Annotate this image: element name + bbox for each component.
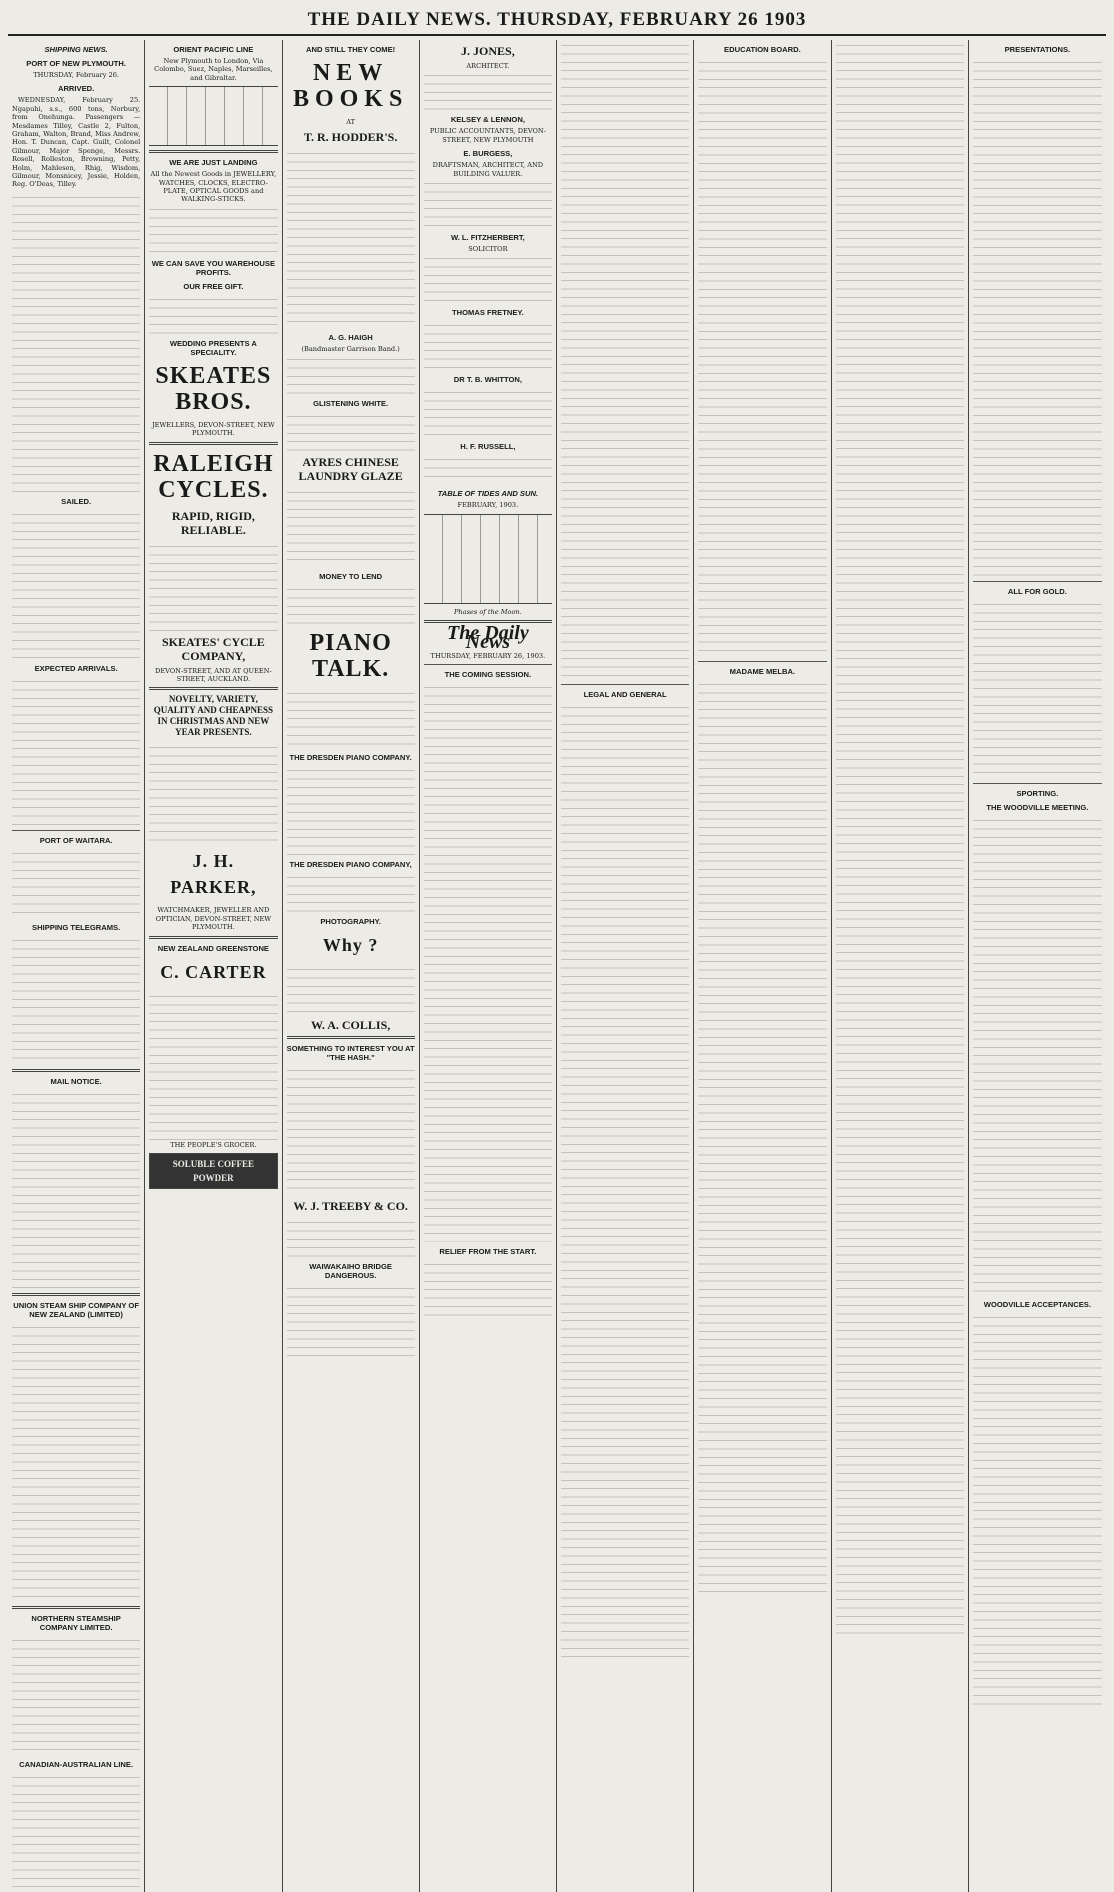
ad-title: C. CARTER [160, 961, 267, 982]
text-body [287, 1217, 415, 1257]
text-body [12, 676, 140, 826]
text-body [287, 1283, 415, 1363]
subheading: MAIL NOTICE. [50, 1076, 102, 1086]
text-body [12, 1322, 140, 1602]
ad-title: W. J. TREEBY & CO. [293, 1198, 408, 1213]
section-heading: EDUCATION BOARD. [724, 45, 801, 54]
ad-text: DRAFTSMAN, ARCHITECT, AND BUILDING VALUER. [432, 161, 544, 178]
text-body [973, 815, 1102, 1295]
ad-heading: GLISTENING WHITE. [313, 398, 389, 408]
subheading: WOODVILLE ACCEPTANCES. [983, 1300, 1091, 1309]
ad-heading: ORIENT PACIFIC LINE [173, 45, 254, 54]
column-shipping [8, 40, 145, 1892]
column-news [557, 40, 694, 1892]
section-heading: SPORTING. [1016, 789, 1059, 798]
text-body [287, 1065, 415, 1195]
subheading: RELIEF FROM THE START. [439, 1247, 537, 1257]
table-subtitle: FEBRUARY, 1903. [457, 501, 519, 510]
text-body [12, 509, 140, 659]
text-body [561, 40, 689, 680]
ad-heading: THE DRESDEN PIANO COMPANY. [289, 752, 412, 762]
ad-text: RAPID, RIGID, RELIABLE. [171, 508, 255, 537]
ad-title: SKEATES BROS. [155, 362, 272, 415]
text-body [424, 387, 552, 437]
text-body [287, 411, 415, 451]
ad-text: New Plymouth to London, Via Colombo, Suez, Naples, Marseilles, and Gibraltar. [154, 57, 273, 82]
text-body [12, 848, 140, 918]
text-body [12, 192, 140, 492]
text-body [424, 682, 552, 1242]
text-body [973, 1312, 1102, 1712]
section-heading: LEGAL AND GENERAL [583, 690, 667, 699]
text-body [424, 178, 552, 228]
text-body [561, 702, 689, 1662]
text-body [287, 765, 415, 855]
column-professional [420, 40, 557, 1892]
text-body [12, 1635, 140, 1755]
ad-title: RALEIGH CYCLES. [153, 450, 274, 503]
ad-title: PIANO TALK. [309, 629, 392, 682]
ad-heading: PHOTOGRAPHY. [320, 916, 381, 926]
ad-text: DEVON-STREET, AND AT QUEEN-STREET, AUCKLAND. [155, 666, 272, 684]
text-body [287, 964, 415, 1014]
text-body [149, 204, 277, 254]
text-body [287, 487, 415, 567]
ad-heading: MONEY TO LEND [319, 571, 383, 581]
text-body [12, 935, 140, 1065]
text-body [424, 1259, 552, 1319]
subheading: SHIPPING TELEGRAMS. [32, 922, 121, 932]
tides-table [424, 514, 552, 604]
text-body [424, 454, 552, 484]
section-heading: SHIPPING NEWS. [44, 45, 108, 54]
ad-heading: UNION STEAM SHIP COMPANY OF NEW ZEALAND (LIMITED) [13, 1300, 139, 1319]
editorial-heading: THE COMING SESSION. [444, 670, 532, 680]
ad-title: AYRES CHINESE LAUNDRY GLAZE [298, 454, 403, 483]
text-body [287, 354, 415, 394]
text-body [698, 57, 826, 657]
text-body [149, 991, 277, 1141]
subheading: EXPECTED ARRIVALS. [34, 663, 118, 673]
ad-heading: DR T. B. WHITTON, [453, 375, 522, 385]
ad-text: (Bandmaster Garrison Band.) [301, 345, 400, 354]
subheading: THE WOODVILLE MEETING. [986, 803, 1089, 812]
ad-text: SOLICITOR [468, 245, 508, 254]
text-body [836, 40, 964, 1640]
sailing-table [149, 86, 277, 146]
text-body [973, 599, 1102, 779]
ad-heading: OUR FREE GIFT. [183, 281, 244, 291]
text-body [698, 679, 826, 1599]
ad-title: J. JONES, [461, 44, 515, 58]
subheading: PORT OF WAITARA. [39, 835, 113, 845]
ad-text: WATCHMAKER, JEWELLER AND OPTICIAN, DEVON-STREET, NEW PLYMOUTH. [155, 906, 272, 932]
ad-text: All the Newest Goods in JEWELLERY, WATCHES, CLOCKS, ELECTRO-PLATE, OPTICAL GOODS and WALKING-STICKS. [150, 170, 277, 204]
column-news [832, 40, 969, 1892]
text-body [287, 688, 415, 748]
column-news [694, 40, 831, 1892]
text-body [287, 872, 415, 912]
column-advertisements [145, 40, 282, 1892]
ad-title: Why ? [322, 934, 379, 955]
ad-title: T. R. HODDER'S. [303, 130, 398, 145]
text-body [424, 70, 552, 110]
section-heading: ALL FOR GOLD. [1007, 587, 1067, 596]
ad-heading: W. L. FITZHERBERT, [450, 233, 525, 243]
text-body [424, 320, 552, 370]
ad-text: ARCHITECT. [466, 62, 510, 70]
ad-heading: H. F. RUSSELL, [460, 442, 516, 452]
ad-text: AT [346, 118, 356, 126]
ad-text: JEWELLERS, DEVON-STREET, NEW PLYMOUTH. [152, 420, 275, 438]
ad-heading: NEW ZEALAND GREENSTONE [157, 943, 269, 953]
ad-heading: KELSEY & LENNON, [450, 115, 525, 125]
text-body [149, 294, 277, 334]
column-advertisements [283, 40, 420, 1892]
ad-title: SOLUBLE COFFEE POWDER [149, 1153, 277, 1189]
text-body [424, 253, 552, 303]
section-heading: PORT OF NEW PLYMOUTH. [26, 59, 126, 68]
dateline: THURSDAY, February 26. [33, 71, 120, 79]
ad-title: W. A. COLLIS, [310, 1017, 391, 1032]
section-heading: MADAME MELBA. [729, 667, 796, 676]
ad-heading: WAIWAKAIHO BRIDGE DANGEROUS. [309, 1261, 392, 1280]
text-body [149, 541, 277, 631]
text-body [12, 1772, 140, 1892]
text-body [12, 1089, 140, 1289]
ad-heading: THE DRESDEN PIANO COMPANY, [289, 859, 412, 869]
ad-heading: AND STILL THEY COME! [306, 45, 396, 54]
text-body [149, 742, 277, 842]
subheading: ARRIVED. [57, 84, 95, 94]
ad-heading: CANADIAN-AUSTRALIAN LINE. [19, 1759, 134, 1769]
table-caption: Phases of the Moon. [453, 607, 522, 616]
ad-title: J. H. PARKER, [170, 851, 257, 898]
text-body [973, 57, 1102, 577]
ad-heading: E. BURGESS, [463, 149, 513, 159]
section-heading: PRESENTATIONS. [1004, 45, 1071, 54]
ad-text: PUBLIC ACCOUNTANTS, DEVON-STREET, NEW PLYMOUTH [429, 127, 546, 144]
table-title: TABLE OF TIDES AND SUN. [437, 489, 539, 499]
column-news [969, 40, 1106, 1892]
ad-heading: SOMETHING TO INTEREST YOU AT "THE HASH." [286, 1043, 415, 1062]
paper-title: The Daily News [447, 622, 529, 653]
masthead: THE DAILY NEWS. THURSDAY, FEBRUARY 26 1903 [8, 6, 1106, 36]
ad-heading: WE CAN SAVE YOU WAREHOUSE PROFITS. [151, 258, 276, 277]
ad-heading: WE ARE JUST LANDING [169, 158, 258, 168]
text-body [287, 584, 415, 624]
article-text: WEDNESDAY, February 25. Ngapuhi, s.s., 600 tons, Norbury, from Onehunga. Passengers — Mesdames Tilley, Castle 2, Fulton, Graham, Walton, Brand, Miss Andrew, Hon. T. Duncan, Capt. Guilt, Colonel Gilmour, Major Spenge, Messrs. Rosell, Rolleston, Browning, Petty, Holm, Mahlesen, Rhig, Wisdom, Gilmour, Monsnicey, Jessie, Holden, Reg. O'Deas, Tilley. [12, 96, 141, 189]
text-body [287, 148, 415, 328]
ad-title: NEW BOOKS [292, 60, 409, 112]
ad-heading: A. G. HAIGH [328, 333, 373, 343]
paper-date: THURSDAY, FEBRUARY 26, 1903. [430, 652, 546, 661]
ad-title: SKEATES' CYCLE COMPANY, [161, 634, 265, 663]
ad-heading: NORTHERN STEAMSHIP COMPANY LIMITED. [31, 1613, 121, 1632]
subheading: SAILED. [61, 496, 92, 506]
ad-text: THE PEOPLE'S GROCER. [170, 1140, 257, 1149]
ad-heading: WEDDING PRESENTS A SPECIALITY. [169, 338, 257, 357]
ad-heading: THOMAS FRETNEY. [452, 308, 524, 318]
ad-title: NOVELTY, VARIETY, QUALITY AND CHEAPNESS IN CHRISTMAS AND NEW YEAR PRESENTS. [153, 694, 273, 738]
